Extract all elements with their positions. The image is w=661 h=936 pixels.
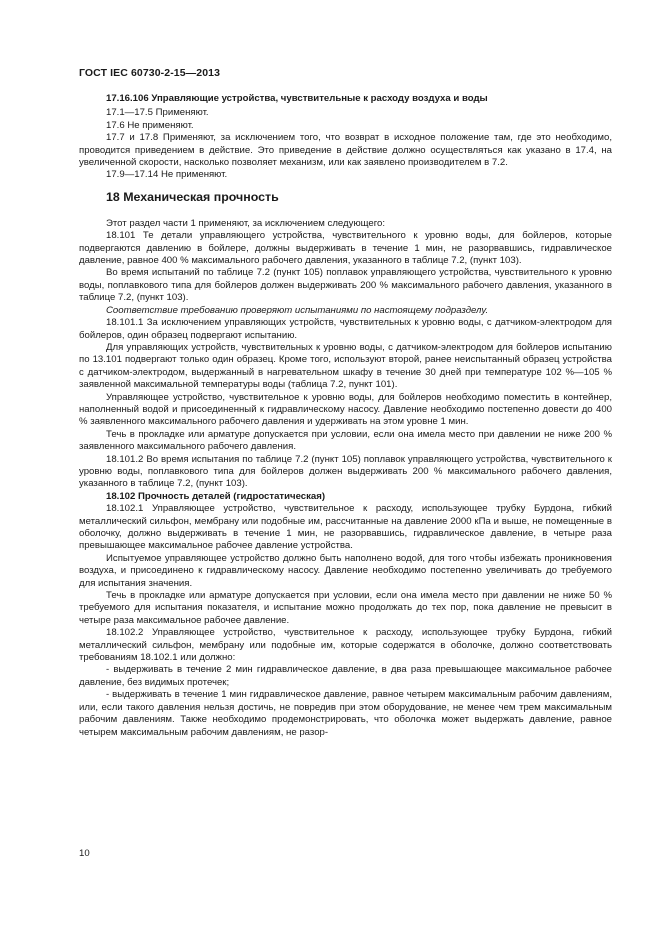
subsection-heading: 18.102 Прочность деталей (гидростатическая) — [106, 490, 326, 502]
compliance-note: Соответствие требованию проверяют испытаниями по настоящему подразделу. — [106, 304, 489, 316]
body-paragraph: Испытуемое управляющее устройство должно быть наполнено водой, для того чтобы избежать проникновения воздуха, и присоединено к гидравлическому насосу. Давление необходимо постепенно увеличивать до требуемого для испытания значения. — [79, 552, 612, 589]
body-paragraph: 18.101 Те детали управляющего устройства, чувствительного к уровню воды, для бойлеров, которые подвергаются давлению в бойлере, должны выдерживать в течение 1 мин, не разорвавшись, гидравлическое давление, равное 400 % максимального рабочего давления, указанного в таблице 7.2, (пункт 103). — [79, 230, 612, 267]
body-paragraph: - выдерживать в течение 2 мин гидравлическое давление, в два раза превышающее максимальное рабочее давление, без видимых протечек; — [79, 664, 612, 688]
body-paragraph: Для управляющих устройств, чувствительных к уровню воды, с датчиком-электродом для бойлеров испытанию по 13.101 подвергают только один образец. Кроме того, используют второй, ранее неиспытанный образец устройства с датчиком-электродом, выдержанный в нагревательном шкафу в течение 30 дней при температуре 102 %—105 % заявленной максимальной температуры воды (таблица 7.2, пункт 101). — [79, 341, 612, 391]
body-paragraph: Течь в прокладке или арматуре допускается при условии, если она имела место при давлении не ниже 200 % заявленного максимального рабочего давления. — [79, 428, 612, 453]
body-paragraph: - выдерживать в течение 1 мин гидравлическое давление, равное четырем максимальным рабочим давлениям, или, если такого давления нельзя достичь, не повредив при этом оборудование, не менее чем трем максимальным рабочим давлениям. Также необходимо продемонстрировать, что оболочка может выдержать давление, равное четырем максимальным рабочим давлениям, не разор- — [79, 689, 612, 738]
section-heading: 18 Механическая прочность — [106, 189, 279, 204]
document-body — [79, 91, 612, 739]
body-paragraph: Управляющее устройство, чувствительное к уровню воды, для бойлеров необходимо поместить в контейнер, наполненный водой и присоединенный к гидравлическому насосу. Давление необходимо постепенно довести до 400 % заявленного максимального рабочего давления и удерживать на этом уровне 1 мин. — [79, 391, 612, 428]
body-paragraph: 17.9—17.14 Не применяют. — [106, 169, 228, 181]
body-paragraph: 18.102.2 Управляющее устройство, чувствительное к расходу, использующее трубку Бурдона, гибкий металлический сильфон, мембрану или подобные им, которые содержатся в оболочке, должно соответствовать требованиям 18.102.1 или должно: — [79, 627, 612, 664]
body-paragraph: Течь в прокладке или арматуре допускается при условии, если она имела место при давлении не ниже 50 % требуемого для испытания показателя, и испытание можно продолжать до тех пор, пока давление не превысит в четыре раза максимальное рабочее давление. — [79, 590, 612, 626]
body-paragraph: 18.101.2 Во время испытания по таблице 7.2 (пункт 105) поплавок управляющего устройства, чувствительного к уровню воды, поплавкового типа для бойлеров должен выдерживать 200 % максимального рабочего давления, указанного в таблице 7.2, (пункт 103). — [79, 453, 612, 490]
body-paragraph: 18.101.1 За исключением управляющих устройств, чувствительных к уровню воды, с датчиком-электродом для бойлеров, один образец подвергают испытанию. — [79, 317, 612, 341]
page-number: 10 — [79, 848, 90, 859]
body-paragraph: 17.7 и 17.8 Применяют, за исключением того, что возврат в исходное положение там, где это необходимо, проводится приведением в действие. Это приведение в действие должно осуществляться как указано в 17.4, на увеличенной скорости, насколько позволяет механизм, или как заявлено производителем в 7.2. — [79, 132, 612, 169]
body-paragraph: 18.102.1 Управляющее устройство, чувствительное к расходу, использующее трубку Бурдона, гибкий металлический сильфон, мембрану или подобные им, рассчитанные на давление 2000 кПа и выше, не помещенные в оболочку, должно выдерживать в течение 1 мин, не разорвавшись, гидравлическое давление, в четыре раза превышающее максимальное рабочее давление устройства. — [79, 503, 612, 552]
body-paragraph: 17.6 Не применяют. — [106, 119, 194, 131]
document-header: ГОСТ IEC 60730-2-15—2013 — [79, 67, 221, 79]
body-paragraph: Этот раздел части 1 применяют, за исключением следующего: — [106, 217, 386, 229]
subsection-heading: 17.16.106 Управляющие устройства, чувствительные к расходу воздуха и воды — [106, 93, 488, 104]
body-paragraph: Во время испытаний по таблице 7.2 (пункт 105) поплавок управляющего устройства, чувствительного к уровню воды, поплавкового типа для бойлеров должен выдерживать 200 % максимального рабочего давления, указанного в таблице 7.2, (пункт 103). — [79, 267, 612, 304]
body-paragraph: 17.1—17.5 Применяют. — [106, 107, 209, 119]
